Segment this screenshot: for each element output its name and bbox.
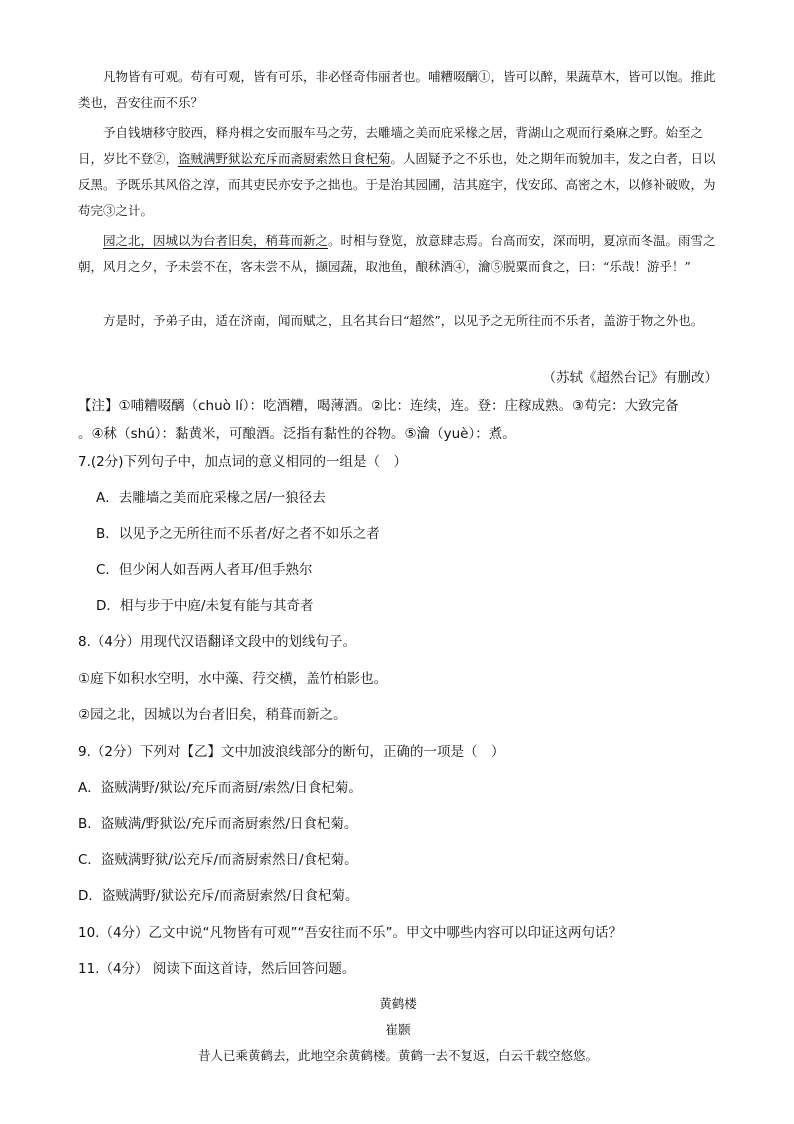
passage-paragraph-1: 凡物皆有可观。苟有可观，皆有可乐，非必怪奇伟丽者也。哺糟啜醨①，皆可以醉，果蔬草木，皆可以饱。推此类也，吾安往而不乐？ (78, 69, 716, 110)
passage-source: （苏轼《超然台记》有删改） (542, 370, 718, 386)
passage-paragraph-3 (78, 228, 718, 280)
notes-line-1: 【注】①哺糟啜醨（chuò lí）：吃酒糟，喝薄酒。②比：连续，连。登：庄稼成熟。③苟完：大致完备 (78, 398, 679, 414)
poem-title: 黄鹤楼 (379, 996, 417, 1011)
question-8-stem: 8.（4分）用现代汉语翻译文段中的划线句子。 (78, 634, 356, 650)
underlined-sentence-1: 盗贼满野狱讼充斥而斋厨索然日食杞菊 (178, 151, 391, 166)
question-7-stem: 7.(2分)下列句子中，加点词的意义相同的一组是（ ） (78, 454, 408, 470)
question-9-option-d[interactable]: D．盗贼满野/狱讼充斥/而斋厨索然/日食杞菊。 (78, 888, 359, 904)
underlined-sentence-2: 园之北，因城以为台者旧矣，稍葺而新之 (103, 233, 329, 248)
question-7-option-b[interactable]: B．以见予之无所往而不乐者/好之者不如乐之者 (96, 526, 380, 542)
passage-paragraph-4: 方是时，予弟子由，适在济南，闻而赋之，且名其台曰“超然”，以见予之无所往而不乐者，盖游于物之外也。 (103, 313, 704, 328)
passage-paragraph-3-rest: 。时相与登览，放意肆志焉。台高而安，深而明，夏凉而冬温。雨雪之朝，风月之夕，予未尝不在，客未尝不从，撷园蔬，取池鱼，酿秫酒④，瀹⑤脱粟而食之，曰：“乐哉！游乎！” (78, 233, 716, 274)
poem-author: 崔颢 (385, 1022, 411, 1037)
question-7-option-a[interactable]: A．去雕墙之美而庇采椽之居/一狼径去 (96, 490, 326, 506)
passage-paragraph-2-end: 。人固疑予之不乐也，处之期年而貌加丰，发之白者，日以反黑。予既乐其风俗之淳，而其吏民亦安予之拙也。于是治其园圃，洁其庭宇，伐安邱、高密之木，以修补破败，为苟完③之计。 (78, 151, 716, 218)
question-9-option-c[interactable]: C．盗贼满野狱/讼充斥/而斋厨索然日/食杞菊。 (78, 852, 358, 868)
question-8-item-2: ②园之北，因城以为台者旧矣，稍葺而新之。 (78, 707, 347, 723)
passage-paragraph-2-start: 予自钱塘移守胶西，释舟楫之安而服车马之劳，去雕墙之美而庇采椽之居，背湖山之观而行桑麻之野。始至之日，岁比不登②， (78, 125, 704, 166)
question-9-stem: 9.（2分）下列对【乙】文中加波浪线部分的断句，正确的一项是（ ） (78, 744, 505, 760)
passage-paragraph-2 (78, 120, 718, 224)
question-8-item-1: ①庭下如积水空明，水中藻、荇交横，盖竹柏影也。 (78, 671, 388, 687)
question-7-option-c[interactable]: C．但少闲人如吾两人者耳/但手熟尔 (96, 562, 313, 578)
question-11-stem: 11.（4分） 阅读下面这首诗，然后回答问题。 (78, 961, 356, 977)
question-9-option-a[interactable]: A．盗贼满野/狱讼/充斥而斋厨/索然/日食杞菊。 (78, 780, 362, 796)
question-10-stem: 10.（4分）乙文中说“凡物皆有可观”“吾安往而不乐”。甲文中哪些内容可以印证这两句话？ (78, 925, 623, 941)
poem-line-1: 昔人已乘黄鹤去，此地空余黄鹤楼。黄鹤一去不复返，白云千载空悠悠。 (197, 1048, 598, 1063)
notes-line-2: 。④秫（shú）：黏黄米，可酿酒。泛指有黏性的谷物。⑤瀹（yuè）：煮。 (78, 426, 516, 442)
question-7-option-d[interactable]: D．相与步于中庭/未复有能与其奇者 (96, 598, 314, 614)
question-9-option-b[interactable]: B．盗贼满/野狱讼/充斥而斋厨索然/日食杞菊。 (78, 816, 358, 832)
